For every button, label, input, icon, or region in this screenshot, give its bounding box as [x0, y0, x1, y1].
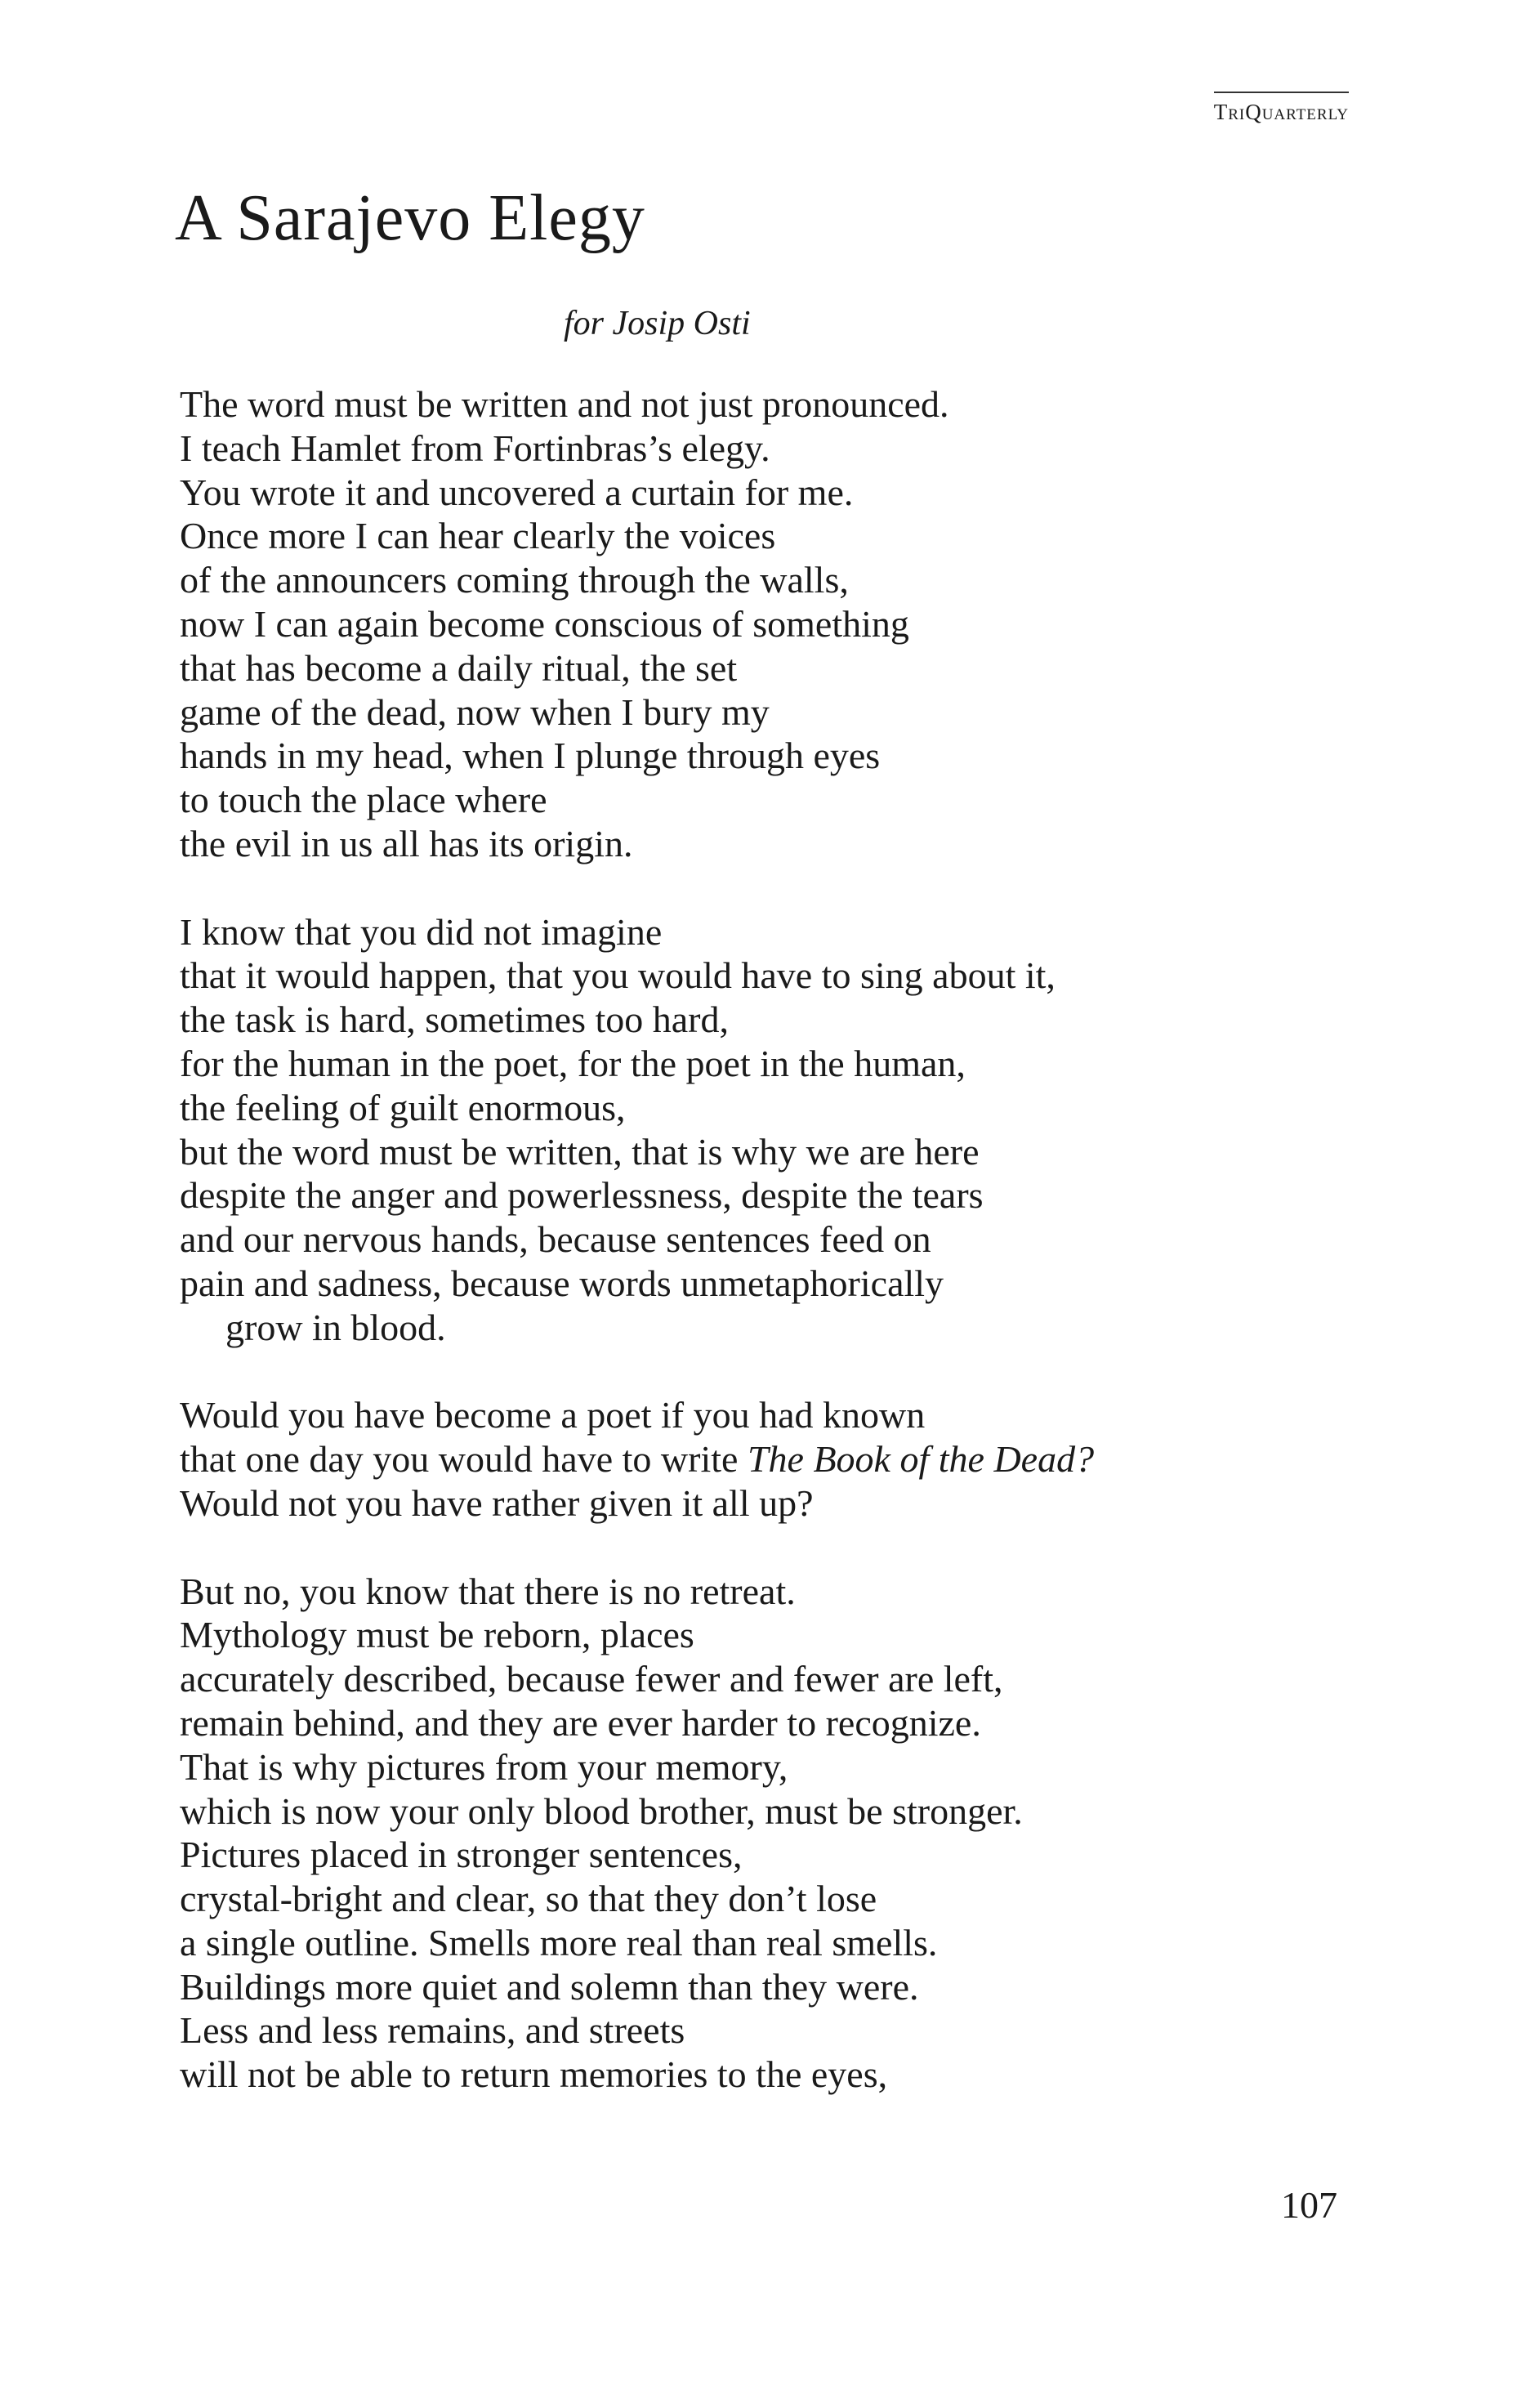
- poem-line: [180, 1437, 1356, 1481]
- page-number: 107: [1281, 2184, 1337, 2226]
- poem-line: Buildings more quiet and solemn than they were.: [180, 1965, 919, 2008]
- stanza-1: [180, 382, 1356, 866]
- poem-line: for the human in the poet, for the poet in the human,: [180, 1042, 966, 1084]
- poem-line: pain and sadness, because words unmetaphorically: [180, 1262, 944, 1304]
- poem-line: despite the anger and powerlessness, despite the tears: [180, 1174, 984, 1217]
- poem-line: I know that you did not imagine: [180, 910, 663, 953]
- poem-line: crystal-bright and clear, so that they don’t lose: [180, 1878, 877, 1920]
- poem-line: but the word must be written, that is why we are here: [180, 1130, 980, 1173]
- poem-line: remain behind, and they are ever harder to recognize.: [180, 1701, 981, 1744]
- poem-line: Once more I can hear clearly the voices: [180, 515, 776, 557]
- stanza-4: [180, 1570, 1356, 2098]
- poem-line: I teach Hamlet from Fortinbras’s elegy.: [180, 427, 770, 469]
- poem-line: Would not you have rather given it all up?: [180, 1481, 814, 1524]
- poem-line: game of the dead, now when I bury my: [180, 690, 770, 733]
- book-title: The Book of the Dead?: [747, 1438, 1095, 1481]
- poem-line: now I can again become conscious of something: [180, 602, 909, 645]
- poem-body: [180, 382, 1356, 2141]
- poem-line: to touch the place where: [180, 779, 547, 821]
- poem-line: a single outline. Smells more real than real smells.: [180, 1921, 938, 1963]
- poem-line: accurately described, because fewer and fewer are left,: [180, 1658, 1003, 1700]
- poem-line-indented: grow in blood.: [225, 1306, 446, 1348]
- poem-line: of the announcers coming through the walls,: [180, 559, 849, 601]
- poem-line: that has become a daily ritual, the set: [180, 646, 738, 689]
- poem-line: Less and less remains, and streets: [180, 2009, 685, 2052]
- poem-line: hands in my head, when I plunge through eyes: [180, 735, 881, 777]
- poem-line: That is why pictures from your memory,: [180, 1745, 788, 1788]
- poem-line: which is now your only blood brother, must be stronger.: [180, 1789, 1023, 1832]
- poem-line: will not be able to return memories to the eyes,: [180, 2053, 888, 2096]
- poem-line: You wrote it and uncovered a curtain for me.: [180, 471, 854, 513]
- poem-line: the task is hard, sometimes too hard,: [180, 998, 729, 1041]
- poem-title: A Sarajevo Elegy: [175, 182, 645, 254]
- poem-line: the feeling of guilt enormous,: [180, 1086, 626, 1128]
- poem-line: that it would happen, that you would have to sing about it,: [180, 954, 1056, 997]
- dedication: for Josip Osti: [564, 305, 751, 342]
- poem-line: the evil in us all has its origin.: [180, 822, 633, 864]
- poem-line: Mythology must be reborn, places: [180, 1614, 694, 1656]
- stanza-2: [180, 910, 1356, 1350]
- poem-line: The word must be written and not just pronounced.: [180, 383, 949, 425]
- running-head: TriQuarterly: [1214, 92, 1349, 125]
- stanza-3: [180, 1393, 1356, 1525]
- poem-line: Pictures placed in stronger sentences,: [180, 1834, 743, 1876]
- poem-line: and our nervous hands, because sentences feed on: [180, 1218, 931, 1261]
- poem-line: Would you have become a poet if you had known: [180, 1394, 926, 1436]
- poem-line: But no, you know that there is no retreat.: [180, 1570, 796, 1612]
- poem-line-text: that one day you would have to write: [180, 1438, 748, 1481]
